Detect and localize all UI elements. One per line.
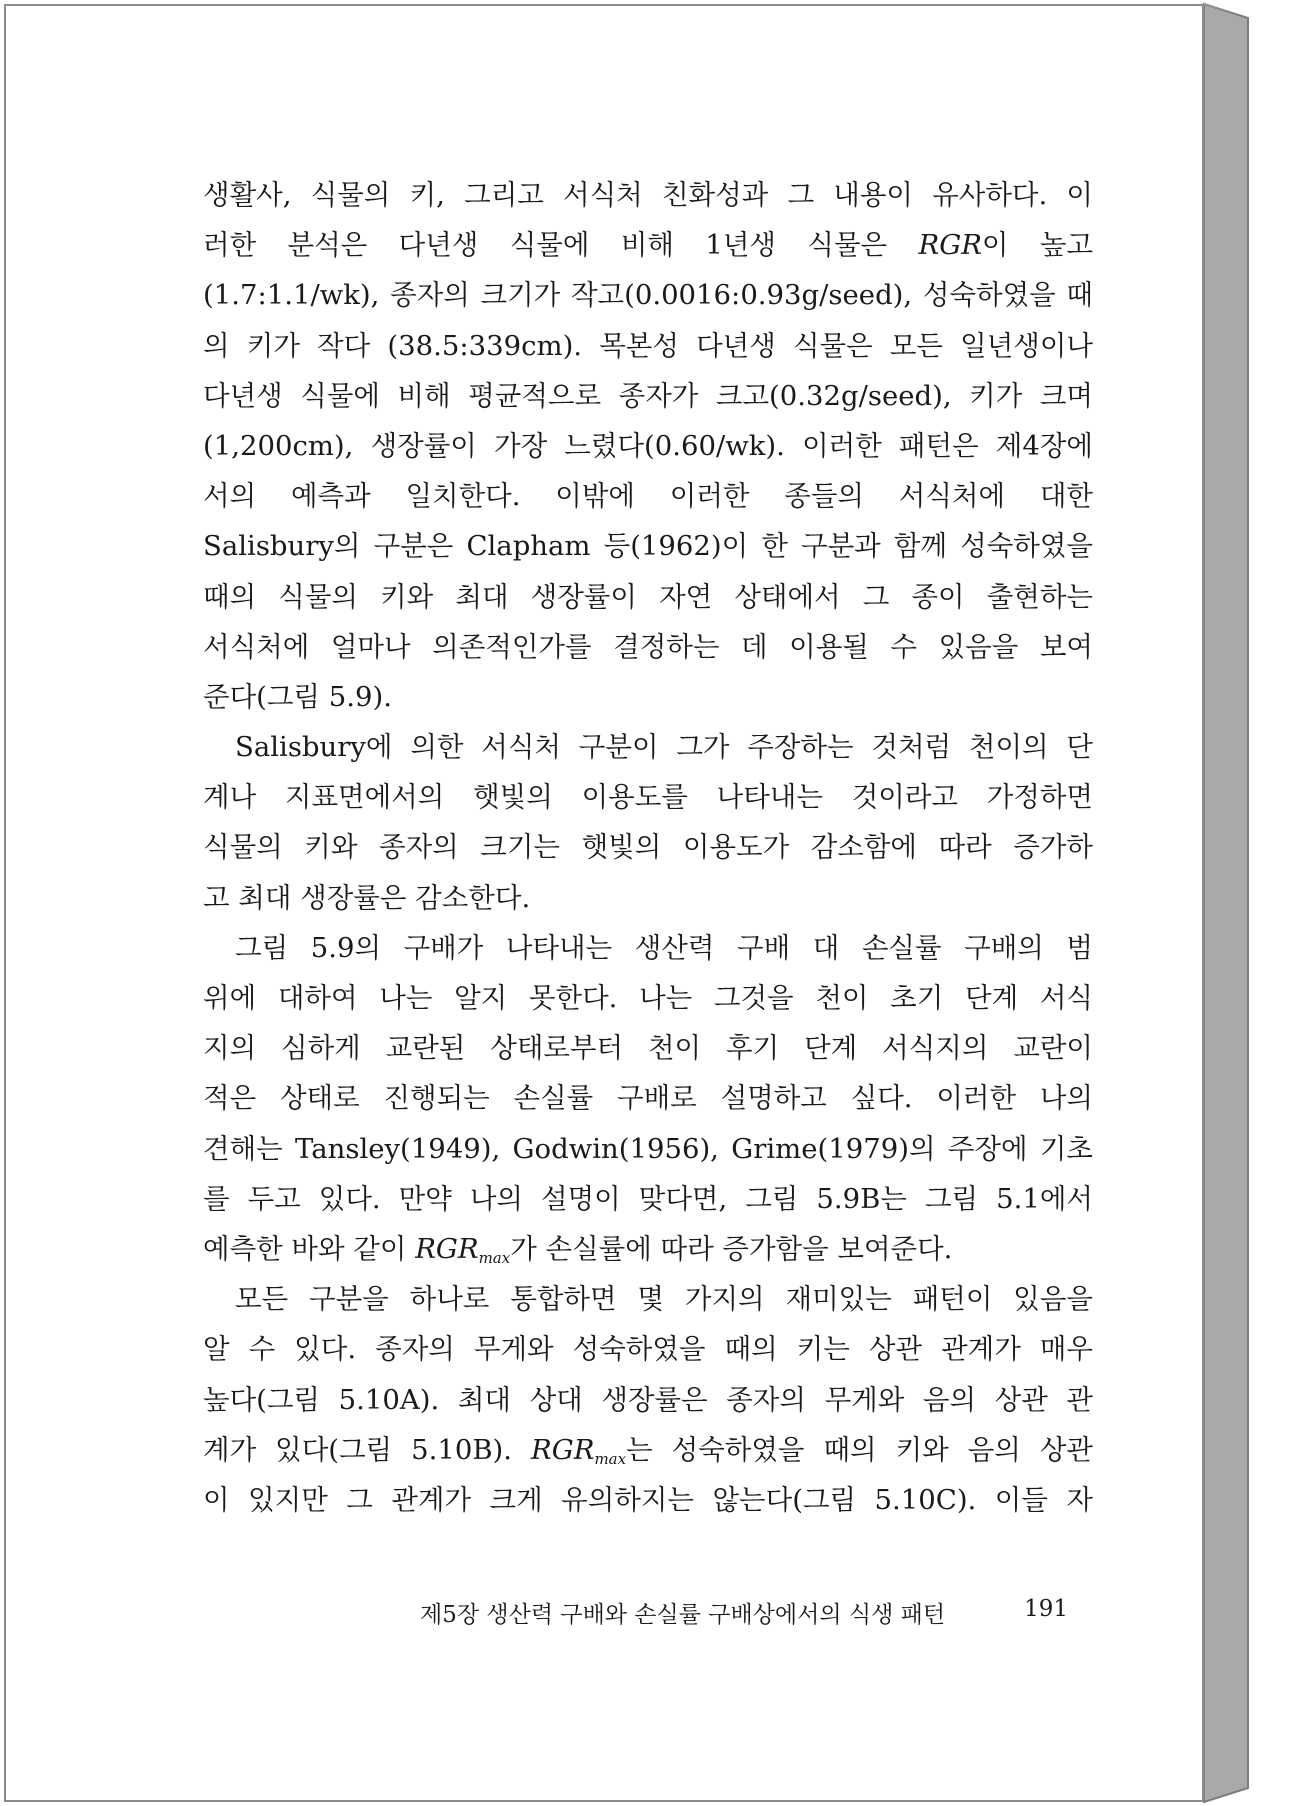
- text-line: 서식처에 얼마나 의존적인가를 결정하는 데 이용될 수 있음을 보여: [203, 630, 1093, 663]
- text-line: 러한 분석은 다년생 식물에 비해 1년생 식물은 RGR이 높고: [203, 229, 1094, 262]
- text-line: 견해는 Tansley(1949), Godwin(1956), Grime(1979)의 주장에 기초: [203, 1132, 1093, 1165]
- text-line: 그림 5.9의 구배가 나타내는 생산력 구배 대 손실률 구배의 범: [235, 931, 1093, 964]
- text-line: 알 수 있다. 종자의 무게와 성숙하였을 때의 키는 상관 관계가 매우: [203, 1333, 1093, 1366]
- text-line: 식물의 키와 종자의 크기는 햇빛의 이용도가 감소함에 따라 증가하: [203, 831, 1093, 864]
- text-line: 지의 심하게 교란된 상태로부터 천이 후기 단계 서식지의 교란이: [203, 1032, 1093, 1065]
- body-text: [203, 170, 1093, 1525]
- text-line: 생활사, 식물의 키, 그리고 서식처 친화성과 그 내용이 유사하다. 이: [203, 179, 1093, 211]
- text-line: 때의 식물의 키와 최대 생장률이 자연 상태에서 그 종이 출현하는: [203, 580, 1093, 613]
- text-line: (1,200cm), 생장률이 가장 느렸다(0.60/wk). 이러한 패턴은 제4장에: [203, 429, 1093, 462]
- text-line: 계가 있다(그림 5.10B). $RGR_{max}$는 성숙하였을 때의 키와 음의 상관: [203, 1433, 1093, 1468]
- text-line: 준다(그림 5.9).: [203, 680, 392, 713]
- text-line: 높다(그림 5.10A). 최대 상대 생장률은 종자의 무게와 음의 상관 관: [203, 1383, 1093, 1416]
- text-line: 의 키가 작다 (38.5:339cm). 목본성 다년생 식물은 모든 일년생이나: [203, 329, 1093, 362]
- text-line: (1.7:1.1/wk), 종자의 크기가 작고(0.0016:0.93g/seed), 성숙하였을 때: [203, 279, 1093, 312]
- text-line: 적은 상태로 진행되는 손실률 구배로 설명하고 싶다. 이러한 나의: [203, 1082, 1093, 1115]
- text-line: 모든 구분을 하나로 통합하면 몇 가지의 재미있는 패턴이 있음을: [235, 1283, 1093, 1316]
- text-line: 예측한 바와 같이 $RGR_{max}$가 손실률에 따라 증가함을 보여준다.: [203, 1232, 953, 1267]
- text-line: 다년생 식물에 비해 평균적으로 종자가 크고(0.32g/seed), 키가 크며: [203, 379, 1093, 412]
- text-line: 를 두고 있다. 만약 나의 설명이 맞다면, 그림 5.9B는 그림 5.1에서: [203, 1182, 1093, 1215]
- running-footer: [420, 1596, 1068, 1629]
- text-line: Salisbury의 구분은 Clapham 등(1962)이 한 구분과 함께 성숙하였을: [203, 530, 1093, 563]
- text-line: Salisbury에 의한 서식처 구분이 그가 주장하는 것처럼 천이의 단: [235, 731, 1093, 764]
- page-number: 191: [1024, 1596, 1068, 1622]
- text-line: 계나 지표면에서의 햇빛의 이용도를 나타내는 것이라고 가정하면: [203, 781, 1093, 814]
- text-line: 이 있지만 그 관계가 크게 유의하지는 않는다(그림 5.10C). 이들 자: [203, 1483, 1093, 1516]
- text-line: 고 최대 생장률은 감소한다.: [203, 881, 531, 914]
- chapter-title: 제5장 생산력 구배와 손실률 구배상에서의 식생 패턴: [420, 1602, 946, 1628]
- text-line: 위에 대하여 나는 알지 못한다. 나는 그것을 천이 초기 단계 서식: [203, 982, 1093, 1014]
- text-line: 서의 예측과 일치한다. 이밖에 이러한 종들의 서식처에 대한: [203, 480, 1093, 513]
